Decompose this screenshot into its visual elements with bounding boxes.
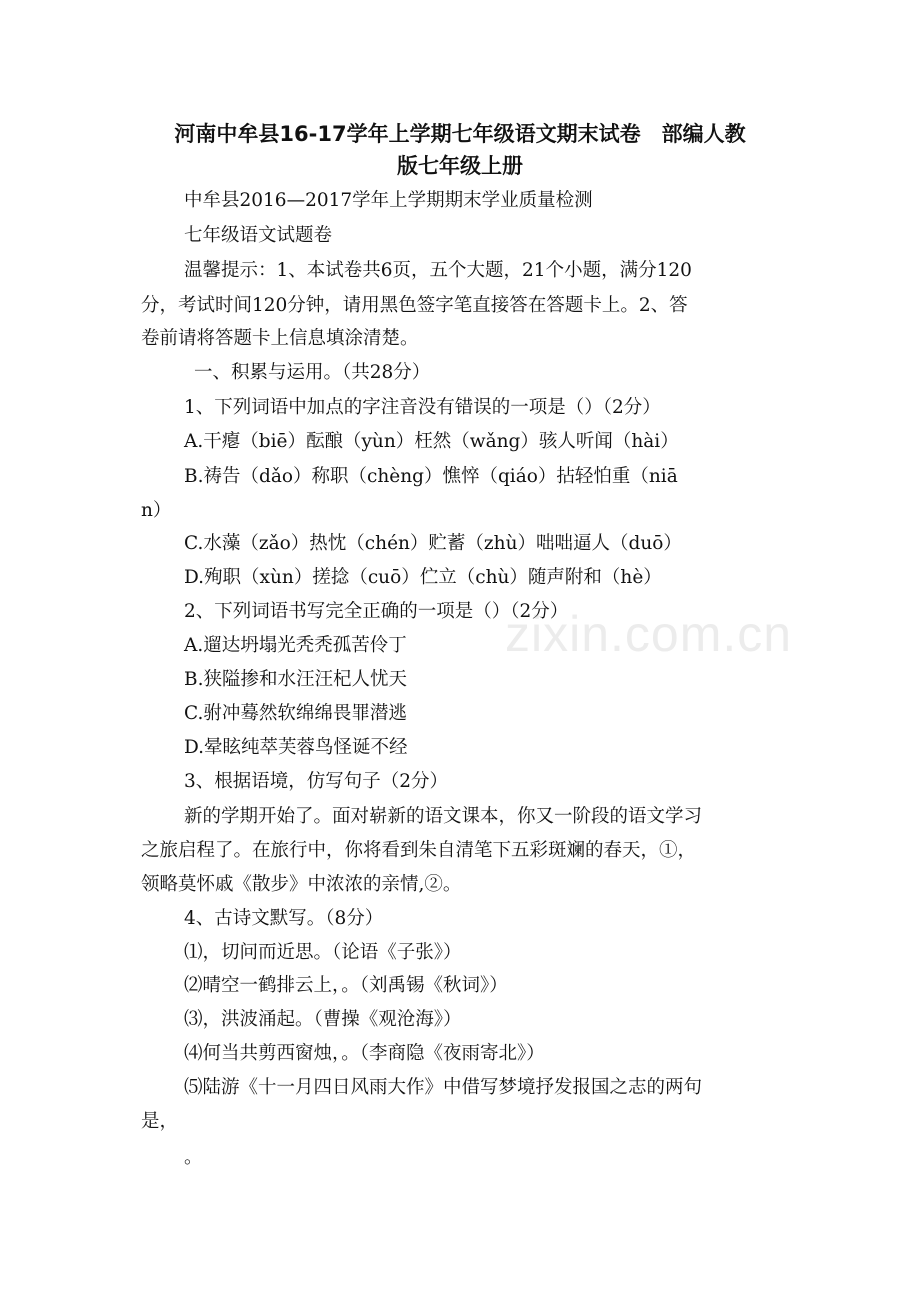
question-4-item-continued: 是， xyxy=(141,1111,179,1132)
question-4-item-ending: 。 xyxy=(184,1147,203,1168)
exam-header: 中牟县2016—2017学年上学期期末学业质量检测 xyxy=(184,190,593,211)
question-1-option-c: C.水藻（zǎo）热忱（chén）贮蓄（zhù）咄咄逼人（duō） xyxy=(184,533,682,554)
question-2-option-c: C.驸冲蓦然软绵绵畏罪潜逃 xyxy=(184,703,407,724)
notice-line: 卷前请将答题卡上信息填涂清楚。 xyxy=(141,328,419,349)
question-4-item: ⑷何当共剪西窗烛，。（李商隐《夜雨寄北》） xyxy=(184,1043,545,1064)
question-1-option-a: A.干瘪（biē）酝酿（yùn）枉然（wǎng）骇人听闻（hài） xyxy=(184,431,679,452)
question-1-option-b-continued: n） xyxy=(141,500,172,521)
question-2-option-b: B.狭隘掺和水汪汪杞人忧天 xyxy=(184,669,407,690)
exam-subtitle: 七年级语文试题卷 xyxy=(184,225,333,246)
question-3-stem: 3、根据语境，仿写句子（2分） xyxy=(184,771,449,792)
question-2-stem: 2、下列词语书写完全正确的一项是（）（2分） xyxy=(184,601,569,622)
question-1-option-b: B.祷告（dǎo）称职（chèng）憔悴（qiáo）拈轻怕重（niā xyxy=(184,466,678,487)
question-3-passage: 领略莫怀戚《散步》中浓浓的亲情,②。 xyxy=(141,874,462,895)
section-heading: 一、积累与运用。（共28分） xyxy=(194,362,431,383)
watermark: zixin.com.cn xyxy=(505,606,793,662)
question-3-passage: 新的学期开始了。面对崭新的语文课本，你又一阶段的语文学习 xyxy=(184,806,703,827)
question-4-item: ⑸陆游《十一月四日风雨大作》中借写梦境抒发报国之志的两句 xyxy=(184,1077,703,1098)
question-4-stem: 4、古诗文默写。（8分） xyxy=(184,908,384,929)
document-title-continued: 版七年级上册 xyxy=(397,154,523,178)
question-4-item: ⑶，洪波涌起。（曹操《观沧海》） xyxy=(184,1009,462,1030)
question-4-item: ⑵晴空一鹤排云上，。（刘禹锡《秋词》） xyxy=(184,975,508,996)
question-2-option-a: A.遛达坍塌光秃秃孤苦伶丁 xyxy=(184,635,407,656)
question-4-item: ⑴，切问而近思。（论语《子张》） xyxy=(184,942,462,963)
question-2-option-d: D.晕眩纯萃芙蓉鸟怪诞不经 xyxy=(184,737,408,758)
document-title: 河南中牟县16-17学年上学期七年级语文期末试卷 部编人教 xyxy=(174,122,746,146)
notice-line: 分，考试时间120分钟，请用黑色签字笔直接答在答题卡上。2、答 xyxy=(141,295,688,316)
question-1-stem: 1、下列词语中加点的字注音没有错误的一项是（）（2分） xyxy=(184,397,661,418)
question-3-passage: 之旅启程了。在旅行中，你将看到朱自清笔下五彩斑斓的春天，①， xyxy=(141,840,697,861)
notice-line: 温馨提示：1、本试卷共6页，五个大题，21个小题，满分120 xyxy=(184,260,692,281)
question-1-option-d: D.殉职（xùn）搓捻（cuō）伫立（chù）随声附和（hè） xyxy=(184,567,662,588)
